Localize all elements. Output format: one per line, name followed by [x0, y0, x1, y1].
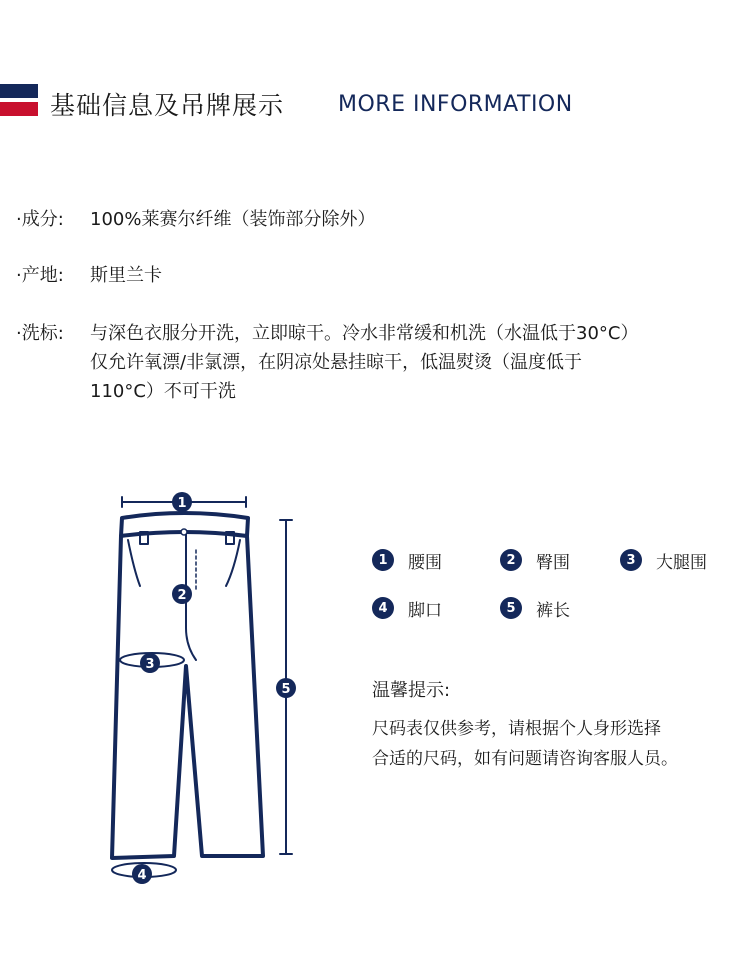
legend-label: 腰围	[408, 552, 442, 573]
pants-svg	[0, 470, 320, 900]
section-title-en: MORE INFORMATION	[338, 92, 573, 117]
legend-item-thigh	[620, 546, 707, 574]
waist-button	[181, 529, 187, 535]
info-label: ·产地:	[16, 265, 64, 286]
legend-badge: 5	[500, 597, 522, 619]
flag-logo	[0, 84, 38, 120]
flag-red-stripe	[0, 102, 38, 116]
info-row-care	[16, 320, 746, 410]
tips-line: 合适的尺码，如有问题请咨询客服人员。	[372, 749, 678, 769]
legend-item-hip	[500, 546, 570, 574]
info-value-line: 110°C）不可干洗	[90, 381, 236, 402]
pocket-right	[226, 540, 240, 586]
legend-badge: 3	[620, 549, 642, 571]
legend-item-hem	[372, 594, 442, 622]
pants-measurement-diagram	[0, 470, 320, 900]
info-value: 斯里兰卡	[90, 265, 162, 286]
section-header	[0, 84, 750, 124]
info-value-line: 仅允许氧漂/非氯漂，在阴凉处悬挂晾干，低温熨烫（温度低于	[90, 352, 583, 373]
legend-label: 臀围	[536, 552, 570, 573]
marker-3-label: 3	[145, 657, 155, 672]
tips-line: 尺码表仅供参考，请根据个人身形选择	[372, 719, 661, 739]
legend-badge: 1	[372, 549, 394, 571]
info-label: ·洗标:	[16, 323, 64, 344]
legend-label: 裤长	[536, 600, 570, 621]
info-row-material	[16, 206, 746, 236]
marker-1-label: 1	[177, 496, 187, 511]
section-title-cn: 基础信息及吊牌展示	[50, 91, 285, 120]
measurement-legend	[372, 546, 742, 626]
marker-2-label: 2	[177, 588, 187, 603]
info-label: ·成分:	[16, 209, 64, 230]
pocket-left	[128, 540, 140, 586]
marker-5-label: 5	[281, 682, 291, 697]
info-row-origin	[16, 262, 746, 292]
legend-badge: 4	[372, 597, 394, 619]
legend-label: 脚口	[408, 600, 442, 621]
legend-badge: 2	[500, 549, 522, 571]
marker-group	[132, 492, 296, 884]
tips-title: 温馨提示:	[372, 680, 451, 701]
flag-navy-stripe	[0, 84, 38, 98]
legend-label: 大腿围	[656, 552, 707, 573]
legend-item-length	[500, 594, 570, 622]
legend-item-waist	[372, 546, 442, 574]
info-value: 100%莱赛尔纤维（装饰部分除外）	[90, 209, 376, 230]
info-value-line: 与深色衣服分开洗，立即晾干。冷水非常缓和机洗（水温低于30°C）	[90, 323, 639, 344]
pants-outline	[112, 536, 263, 858]
marker-4-label: 4	[137, 868, 147, 883]
